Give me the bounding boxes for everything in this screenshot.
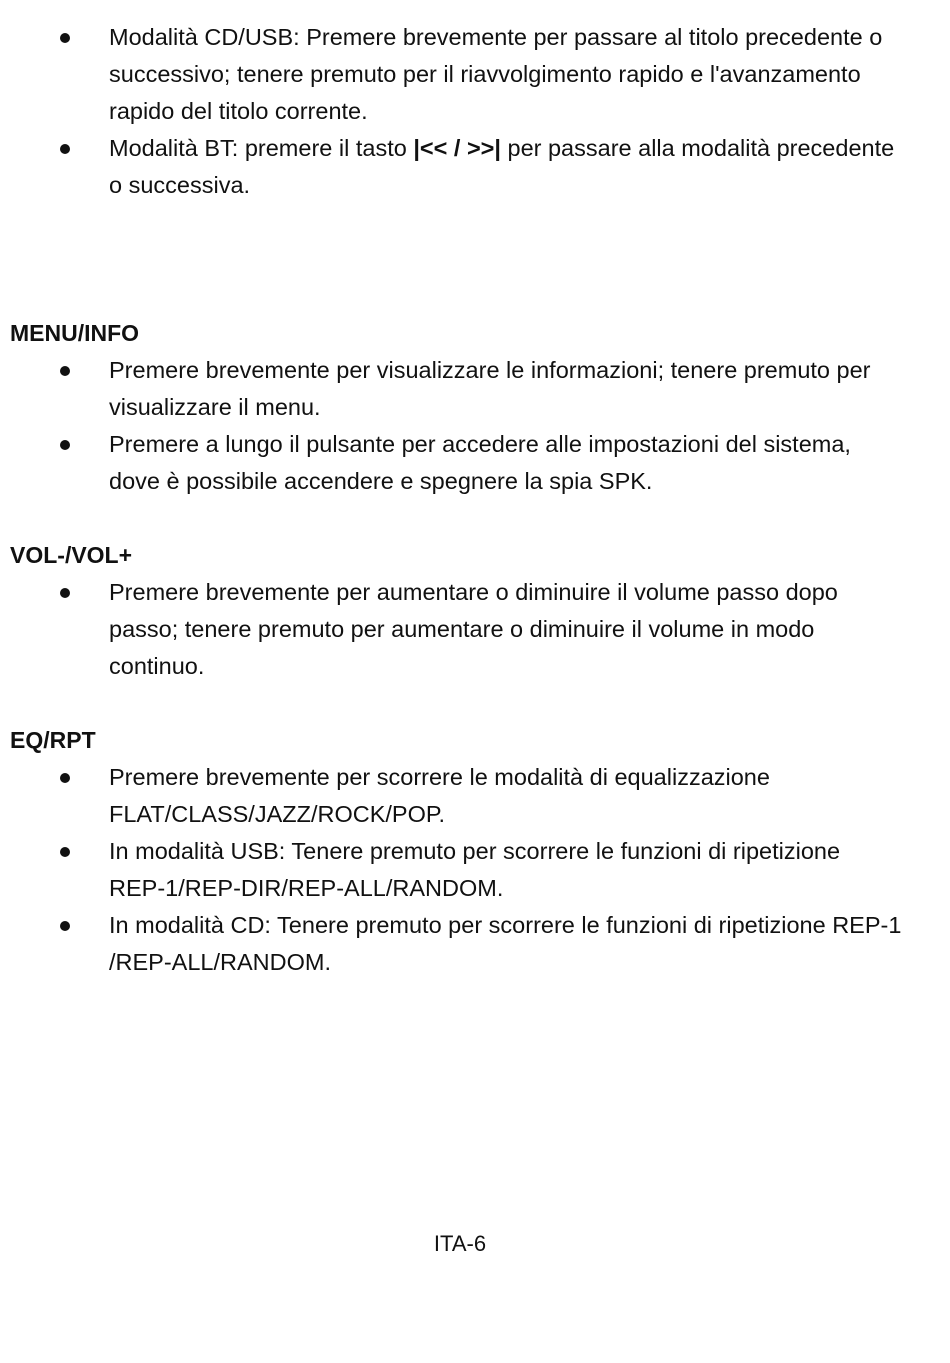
list-item [0,759,950,833]
list-item [0,907,950,981]
list-item [0,426,950,500]
bullet-text: In modalità CD: Tenere premuto per scorrere le funzioni di ripetizione REP-1 /REP-ALL/RANDOM. [109,912,902,975]
bullet-text: In modalità USB: Tenere premuto per scorrere le funzioni di ripetizione REP-1/REP-DIR/REP-ALL/RANDOM. [109,838,841,901]
bullet-icon [60,366,70,376]
bullet-text: Premere brevemente per aumentare o diminuire il volume passo dopo passo; tenere premuto per aumentare o diminuire il volume in modo continuo. [109,579,838,679]
menu-info-heading: MENU/INFO [10,320,140,346]
bullet-text-post: per passare alla modalità precedente o successiva. [109,135,895,198]
intro-bullet-list [0,19,950,204]
bullet-text: Modalità CD/USB: Premere brevemente per passare al titolo precedente o successivo; tenere premuto per il riavvolgimento rapido e l'avanzamento rapido del titolo corrente. [109,24,883,124]
bullet-icon [60,144,70,154]
bullet-text: Premere brevemente per scorrere le modalità di equalizzazione FLAT/CLASS/JAZZ/ROCK/POP. [109,764,770,827]
bullet-text-pre: Modalità BT: premere il tasto [109,135,414,161]
bullet-icon [60,33,70,43]
eq-rpt-bullet-list [0,759,950,981]
bullet-icon [60,921,70,931]
bullet-icon [60,440,70,450]
bullet-icon [60,773,70,783]
eq-rpt-heading: EQ/RPT [10,727,96,753]
list-item [0,19,950,130]
bullet-icon [60,847,70,857]
volume-heading: VOL-/VOL+ [10,542,133,568]
list-item [0,130,950,204]
list-item [0,352,950,426]
page-number: ITA-6 [433,1231,487,1256]
bullet-text: Premere brevemente per visualizzare le informazioni; tenere premuto per visualizzare il menu. [109,357,871,420]
bullet-icon [60,588,70,598]
volume-bullet-list [0,574,950,685]
bullet-text: Premere a lungo il pulsante per accedere alle impostazioni del sistema, dove è possibile accendere e spegnere la spia SPK. [109,431,851,494]
list-item [0,574,950,685]
skip-key-label: |<< / >>| [413,135,501,161]
menu-info-bullet-list [0,352,950,500]
list-item [0,833,950,907]
